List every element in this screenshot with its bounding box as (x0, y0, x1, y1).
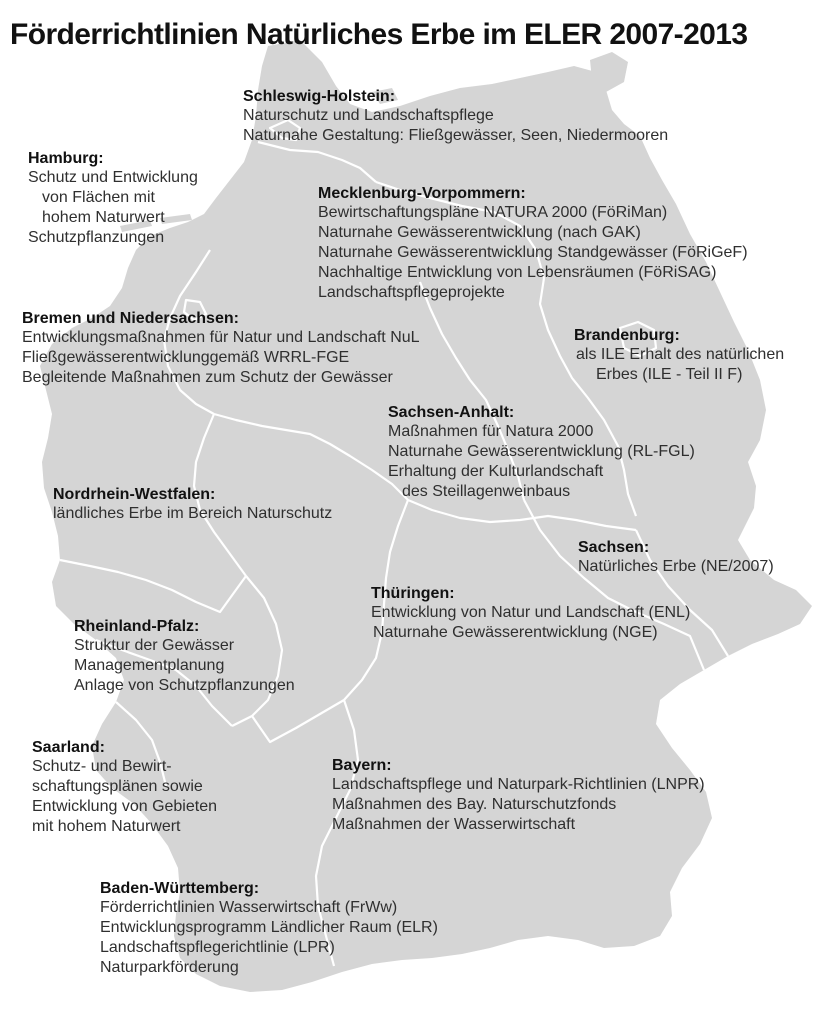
region-bayern (332, 757, 705, 835)
region-name: Baden-Württemberg: (100, 880, 260, 897)
region-name: Sachsen: (578, 539, 650, 556)
region-line: von Flächen mit (42, 189, 155, 206)
region-name: Rheinland-Pfalz: (74, 618, 200, 635)
region-name: Nordrhein-Westfalen: (53, 486, 216, 503)
region-name: Mecklenburg-Vorpommern: (318, 185, 526, 202)
region-name: Sachsen-Anhalt: (388, 404, 515, 421)
region-line: schaftungsplänen sowie (32, 778, 203, 795)
region-line: Erhaltung der Kulturlandschaft (388, 463, 604, 480)
region-saarland (32, 739, 217, 837)
region-line: Naturnahe Gewässerentwicklung (RL-FGL) (388, 443, 695, 460)
region-schleswig-holstein (243, 88, 668, 146)
region-line: Naturnahe Gewässerentwicklung (NGE) (373, 624, 658, 641)
region-line: Bewirtschaftungspläne NATURA 2000 (FöRiMan) (318, 204, 668, 221)
region-mecklenburg-vorpommern (318, 185, 748, 303)
region-line: Entwicklungsprogramm Ländlicher Raum (ELR) (100, 919, 438, 936)
region-hamburg (28, 150, 198, 248)
region-line: Struktur der Gewässer (74, 637, 235, 654)
region-name: Schleswig-Holstein: (243, 88, 396, 105)
region-sachsen-anhalt (388, 404, 695, 502)
region-line: des Steillagenweinbaus (402, 483, 571, 500)
region-line: Entwicklung von Gebieten (32, 798, 217, 815)
region-line: mit hohem Naturwert (32, 818, 181, 835)
region-line: Fließgewässerentwicklunggemäß WRRL-FGE (22, 349, 350, 366)
region-line: Naturnahe Gestaltung: Fließgewässer, Seen, Niedermooren (243, 127, 669, 144)
region-nordrhein-westfalen (53, 486, 332, 524)
region-line: Maßnahmen für Natura 2000 (388, 423, 594, 440)
region-line: ländliches Erbe im Bereich Naturschutz (53, 505, 333, 522)
region-brandenburg (574, 327, 784, 385)
region-name: Bayern: (332, 757, 392, 774)
region-name: Thüringen: (371, 585, 455, 602)
region-name: Saarland: (32, 739, 105, 756)
region-bremen-niedersachsen (22, 310, 420, 388)
region-line: hohem Naturwert (42, 209, 165, 226)
region-line: Landschaftspflegerichtlinie (LPR) (100, 939, 335, 956)
region-line: Schutzpflanzungen (28, 229, 165, 246)
region-baden-wuerttemberg (100, 880, 438, 978)
region-line: Naturnahe Gewässerentwicklung Standgewässer (FöRiGeF) (318, 244, 748, 261)
region-sachsen (578, 539, 774, 577)
region-line: Schutz- und Bewirt- (32, 758, 172, 775)
region-line: Managementplanung (74, 657, 225, 674)
region-line: Maßnahmen der Wasserwirtschaft (332, 816, 576, 833)
region-line: Naturparkförderung (100, 959, 239, 976)
region-name: Bremen und Niedersachsen: (22, 310, 239, 327)
region-line: Landschaftspflegeprojekte (318, 284, 505, 301)
region-line: als ILE Erhalt des natürlichen (576, 346, 785, 363)
region-line: Begleitende Maßnahmen zum Schutz der Gewässer (22, 369, 393, 386)
region-rheinland-pfalz (74, 618, 295, 696)
region-line: Entwicklung von Natur und Landschaft (ENL) (371, 604, 691, 621)
region-line: Naturnahe Gewässerentwicklung (nach GAK) (318, 224, 641, 241)
region-line: Schutz und Entwicklung (28, 169, 198, 186)
region-name: Brandenburg: (574, 327, 680, 344)
region-name: Hamburg: (28, 150, 104, 167)
region-line: Förderrichtlinien Wasserwirtschaft (FrWw) (100, 899, 398, 916)
region-line: Nachhaltige Entwicklung von Lebensräumen (FöRiSAG) (318, 264, 717, 281)
region-line: Anlage von Schutzpflanzungen (74, 677, 295, 694)
region-line: Maßnahmen des Bay. Naturschutzfonds (332, 796, 617, 813)
region-line: Naturschutz und Landschaftspflege (243, 107, 494, 124)
region-thueringen (371, 585, 690, 643)
region-line: Erbes (ILE - Teil II F) (596, 366, 743, 383)
region-line: Natürliches Erbe (NE/2007) (578, 558, 774, 575)
page-title: Förderrichtlinien Natürliches Erbe im ELER 2007-2013 (10, 18, 748, 51)
region-line: Entwicklungsmaßnahmen für Natur und Landschaft NuL (22, 329, 420, 346)
region-line: Landschaftspflege und Naturpark-Richtlinien (LNPR) (332, 776, 705, 793)
